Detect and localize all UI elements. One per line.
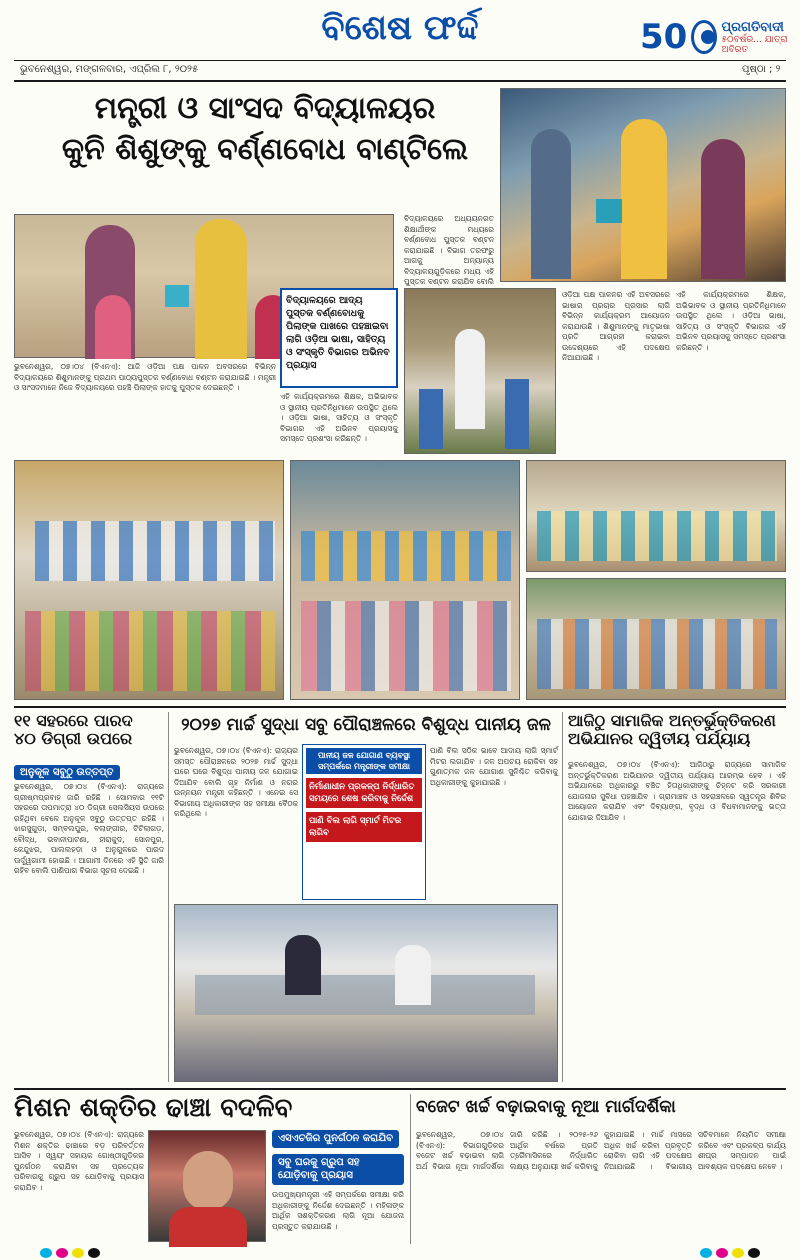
column-rule-1 (168, 712, 169, 1082)
masthead-rule (14, 60, 786, 61)
mission-headline: ମିଶନ ଶକ୍ତିର ଢାଞ୍ଚା ବଦଳିବ (14, 1093, 293, 1123)
lead-body-col2: ଓଡ଼ିଆ ପକ୍ଷ ପାଳନର ଏହି ଅବସରରେ ଭାଷାର ପ୍ରଚାର ପ୍ରସାର ଲାଗି ବିଭିନ୍ନ କାର୍ଯ୍ୟକ୍ରମ ଆୟୋଜନ କରାଯାଉଛି । ଶିଶୁମାନଙ୍କୁ ମାତୃଭାଷା ପ୍ରତି ଆଗ୍ରହୀ କରାଇବା ଉଦ୍ଦେଶ୍ୟରେ ଏହି ପଦକ୍ଷେପ ନିଆଯାଇଛି । (562, 290, 670, 362)
registration-mark-cyan (40, 1248, 52, 1258)
water-meeting-photo (174, 904, 558, 1082)
mission-kicker1-text: ଏସଏଚଜିର ପୁନର୍ଗଠନ କରାଯିବ (272, 1130, 399, 1148)
temperature-headline-line1: ୧୧ ସହରରେ ପାରଦ (14, 711, 133, 730)
mission-portrait-photo (148, 1130, 266, 1242)
photo-grid-center (290, 460, 520, 700)
dateline: ଭୁବନେଶ୍ୱର, ମଙ୍ଗଳବାର, ଏପ୍ରିଲ ୮, ୨୦୨୫ (20, 64, 199, 75)
logo-name: ପ୍ରଗତିବାଦୀ (721, 19, 784, 35)
section-rule-2 (14, 1088, 786, 1090)
temperature-headline-line2: ୪୦ ଡିଗ୍ରୀ ଉପରେ (14, 729, 133, 749)
registration-mark-magenta (56, 1248, 68, 1258)
registration-mark-yellow-right (732, 1248, 744, 1258)
newspaper-logo (640, 8, 790, 66)
lead-photo-classroom (404, 288, 556, 454)
lead-headline (40, 92, 490, 167)
water-box-point1: ନିର୍ମାଣାଧୀନ ପ୍ରକଳ୍ପ ନିର୍ଦ୍ଧାରିତ ସମୟରେ ଶେଷ କରିବାକୁ ନିର୍ଦ୍ଦେଶ (306, 778, 422, 808)
water-box (302, 744, 426, 900)
dateline-rule (14, 80, 786, 82)
logo-emblem-icon (691, 20, 717, 54)
temperature-headline (14, 712, 164, 749)
inclusion-headline-line1: ଆଜିଠୁ ସାମାଜିକ ଅନ୍ତର୍ଭୁକ୍ତିକରଣ (568, 711, 776, 730)
registration-mark-black (88, 1248, 100, 1258)
water-box-point2: ପାଣି ବିଲ ଲାଗି ସ୍ମାର୍ଟ ମିଟର ଲାଗିବ (306, 812, 422, 842)
inclusion-body: ଭୁବନେଶ୍ୱର, ୦୭।୦୪ (ବିଏନଏ): ଆଜିଠାରୁ ରାଜ୍ୟରେ ସାମାଜିକ ଅନ୍ତର୍ଭୁକ୍ତିକରଣ ଅଭିଯାନର ଦ୍ୱିତୀୟ ପର୍ଯ୍ୟାୟ ଆରମ୍ଭ ହେବ । ଏହି ଅଭିଯାନରେ ଅଧିକାରରୁ ବଞ୍ଚିତ ହିତାଧିକାରୀଙ୍କୁ ଚିହ୍ନଟ କରି ସରକାରୀ ଯୋଜନାର ସୁବିଧା ପହଞ୍ଚାଯିବ । ଗ୍ରାମାଞ୍ଚଳ ଓ ସହରାଞ୍ଚଳରେ ସ୍ୱତନ୍ତ୍ର ଶିବିର ଆୟୋଜନ କରାଯିବ ଏବଂ ଦିବ୍ୟାଙ୍ଗ, ବୃଦ୍ଧ ଓ ବିଧବାମାନଙ୍କୁ ଭତ୍ତା ଯୋଗାଇ ଦିଆଯିବ । (568, 760, 786, 822)
mission-body-col1: ଭୁବନେଶ୍ୱର, ୦୭।୦୪ (ବିଏନଏ): ରାଜ୍ୟରେ ମିଶନ ଶକ୍ତିର ଢାଞ୍ଚାରେ ବଡ଼ ପରିବର୍ତ୍ତନ ଆସିବ । ସ୍ୱୟଂ ସହାୟକ ଗୋଷ୍ଠୀଗୁଡ଼ିକର ପୁନର୍ଗଠନ କରାଯିବା ସହ ପ୍ରତ୍ୟେକ ପରିବାରକୁ ଗ୍ରୁପ ସହ ଯୋଡ଼ିବାକୁ ପ୍ରୟାସ କରାଯିବ । (14, 1130, 144, 1192)
lead-headline-line2: କୁନି ଶିଶୁଙ୍କୁ ବର୍ଣ୍ଣବୋଧ ବାଣ୍ଟିଲେ (61, 131, 469, 167)
section-title: ବିଶେଷ ଫର୍ଦ୍ଦ (321, 8, 479, 48)
mission-body-col2: ଉପମୁଖ୍ୟମନ୍ତ୍ରୀ ଏହି ସମ୍ପର୍କରେ ସମୀକ୍ଷା କରି ଅଧିକାରୀଙ୍କୁ ନିର୍ଦ୍ଦେଶ ଦେଇଛନ୍ତି । ମହିଳାଙ୍କ ଆର୍ଥିକ ସଶକ୍ତିକରଣ ଲାଗି ନୂଆ ଯୋଜନା ପ୍ରସ୍ତୁତ କରାଯାଉଛି । (272, 1190, 404, 1231)
registration-mark-cyan-right (700, 1248, 712, 1258)
mission-kicker2-text: ସବୁ ଘରକୁ ଗ୍ରୁପ ସହ ଯୋଡ଼ିବାକୁ ପ୍ରୟାସ (272, 1154, 404, 1185)
logo-number: 50 (640, 17, 688, 57)
page-number: ପୃଷ୍ଠା ; ୨ (742, 64, 781, 75)
lead-photo-main (500, 88, 786, 282)
column-rule-2 (562, 712, 563, 1082)
lead-body-col5: ଏହି କାର୍ଯ୍ୟକ୍ରମରେ ଶିକ୍ଷକ, ଅଭିଭାବକ ଓ ସ୍ଥାନୀୟ ପ୍ରତିନିଧିମାନେ ଉପସ୍ଥିତ ଥିଲେ । ଓଡ଼ିଆ ଭାଷା, ସାହିତ୍ୟ ଓ ସଂସ୍କୃତି ବିଭାଗର ଏହି ଅଭିନବ ପ୍ରୟାସକୁ ସମସ୍ତେ ପ୍ରଶଂସା କରିଛନ୍ତି । (280, 392, 398, 443)
mission-kicker2 (272, 1154, 404, 1185)
temperature-kicker-text: ଅନୁକୂଳ ସବୁଠୁ ଉତ୍ତପ୍ତ (14, 765, 120, 780)
temperature-kicker (14, 760, 120, 780)
water-body-col3: ପାଣି ବିଲ ସଠିକ ଭାବେ ଆଦାୟ ଲାଗି ସ୍ମାର୍ଟ ମିଟର ଲଗାଯିବ । ଜଳ ଅପଚୟ ରୋକିବା ସହ ଗୁଣାତ୍ମକ ଜଳ ଯୋଗାଣ ସୁନିଶ୍ଚିତ କରିବାକୁ ଅଧିକାରୀଙ୍କୁ କୁହାଯାଇଛି । (430, 746, 558, 787)
inclusion-headline (568, 712, 786, 749)
photo-grid-right-bottom (526, 578, 786, 700)
water-box-title: ପାନୀୟ ଜଳ ଯୋଗାଣ ବ୍ୟବସ୍ଥା ସମ୍ପର୍କରେ ମନ୍ତ୍ରୀଙ୍କ ସମୀକ୍ଷା (306, 748, 422, 774)
budget-body: ଭୁବନେଶ୍ୱର, ୦୭।୦୪ (ବିଏନଏ): ବିଭାଗଗୁଡ଼ିକର ବଜେଟ ଖର୍ଚ୍ଚ ବଢ଼ାଇବା ଲାଗି ଅର୍ଥ ବିଭାଗ ନୂଆ ମାର୍ଗଦର୍ଶିକା ଜାରି କରିଛି । ୨୦୨୫-୨୬ ଆର୍ଥିକ ବର୍ଷରେ ପ୍ରତି ତ୍ରୈମାସିକରେ ନିର୍ଦ୍ଧାରିତ ଲକ୍ଷ୍ୟ ଅନୁଯାୟୀ ଖର୍ଚ୍ଚ କରିବାକୁ କୁହାଯାଇଛି । ମାର୍ଚ୍ଚ ମାସରେ ଅଧିକ ଖର୍ଚ୍ଚ କରିବା ପ୍ରବୃତ୍ତି ରୋକିବା ଲାଗି ଏହି ପଦକ୍ଷେପ ନିଆଯାଇଛି । ବିଭାଗୀୟ ସଚିବମାନେ ନିୟମିତ ସମୀକ୍ଷା କରିବେ ଏବଂ ପ୍ରକଳ୍ପ କାର୍ଯ୍ୟ ଶୀଘ୍ର ସମ୍ପାଦନ ପାଇଁ ଆବଶ୍ୟକ ପଦକ୍ଷେପ ନେବେ । (416, 1130, 786, 1171)
logo-tagline: ୫୦ବର୍ଷର... ଯାତ୍ରା ଅବିରତ (721, 34, 788, 55)
lead-body-col4: ଏହି କାର୍ଯ୍ୟକ୍ରମରେ ଶିକ୍ଷକ, ଅଭିଭାବକ ଓ ସ୍ଥାନୀୟ ପ୍ରତିନିଧିମାନେ ଉପସ୍ଥିତ ଥିଲେ । ଓଡ଼ିଆ ଭାଷା, ସାହିତ୍ୟ ଓ ସଂସ୍କୃତି ବିଭାଗର ଏହି ଅଭିନବ ପ୍ରୟାସକୁ ସମସ୍ତେ ପ୍ରଶଂସା କରିଛନ୍ତି । (676, 290, 786, 352)
lead-highlight-box (280, 288, 398, 388)
photo-grid-right-top (526, 460, 786, 572)
registration-mark-yellow (72, 1248, 84, 1258)
water-headline: ୨୦୨୭ ମାର୍ଚ୍ଚ ସୁଦ୍ଧା ସବୁ ପୌରାଞ୍ଚଳରେ ବିଶୁଦ୍ଧ ପାନୀୟ ଜଳ (181, 715, 551, 735)
inclusion-headline-line2: ଅଭିଯାନର ଦ୍ୱିତୀୟ ପର୍ଯ୍ୟାୟ (568, 729, 751, 749)
section-rule-1 (14, 706, 786, 708)
temperature-body: ଭୁବନେଶ୍ୱର, ୦୭।୦୪ (ବିଏନଏ): ରାଜ୍ୟରେ ଗ୍ରୀଷ୍ମପ୍ରବାହ ଜାରି ରହିଛି । ସୋମବାର ୧୧ଟି ସହରରେ ତାପମାତ୍ରା ୪୦ ଡିଗ୍ରୀ ସେଲସିୟସ ଉପରେ ରହିଥିବା ବେଳେ ଅନୁକୂଳ ସବୁଠୁ ଉତ୍ତପ୍ତ ରହିଛି । ଝାରସୁଗୁଡ଼ା, ସମ୍ବଲପୁର, ବଲାଙ୍ଗୀର, ଟିଟିଲାଗଡ଼, ବୌଦ୍ଧ, ଭବାନୀପାଟଣା, ହୀରାକୁଦ, ସୋନପୁର, କେନ୍ଦୁଝର, ପାଲଲହଡ଼ା ଓ ଅନୁଗୁଳରେ ପାରଦ ଊର୍ଦ୍ଧ୍ୱଗାମୀ ହୋଇଛି । ଆଗାମୀ ଦିନରେ ଏହି ସ୍ଥିତି ଜାରି ରହିବ ବୋଲି ପାଣିପାଗ ବିଭାଗ ସୂଚନା ଦେଇଛି । (14, 782, 164, 875)
photo-grid-left (14, 460, 284, 700)
mission-kickers (272, 1130, 404, 1185)
lead-highlight-text: ବିଦ୍ୟାଳୟରେ ଆଦ୍ୟ ପୁସ୍ତକ ବର୍ଣ୍ଣବୋଧକୁ ପିଲାଙ୍କ ପାଖରେ ପହଞ୍ଚାଇବା ଲାଗି ଓଡ଼ିଆ ଭାଷା, ସାହିତ୍ୟ ଓ ସଂସ୍କୃତି ବିଭାଗର ଅଭିନବ ପ୍ରୟାସ (286, 295, 390, 371)
lead-body-col1: ବିଦ୍ୟାଳୟରେ ଅଧ୍ୟୟନରତ ଶିକ୍ଷାର୍ଥୀଙ୍କ ମଧ୍ୟରେ ବର୍ଣ୍ଣବୋଧ ପୁସ୍ତକ ବଣ୍ଟନ କରାଯାଇଛି । ବିଭାଗ ତରଫରୁ ଆଗକୁ ଅନ୍ୟାନ୍ୟ ବିଦ୍ୟାଳୟଗୁଡ଼ିକରେ ମଧ୍ୟ ଏହି ପୁସ୍ତକ ବଣ୍ଟନ କରାଯିବ ବୋଲି (404, 214, 494, 286)
registration-mark-magenta-right (716, 1248, 728, 1258)
mission-kicker1 (272, 1130, 404, 1148)
registration-mark-black-right (748, 1248, 760, 1258)
column-rule-3 (410, 1094, 411, 1244)
water-body-col1: ଭୁବନେଶ୍ୱର, ୦୭।୦୪ (ବିଏନଏ): ରାଜ୍ୟର ସମସ୍ତ ପୌରାଞ୍ଚଳରେ ୨୦୨୭ ମାର୍ଚ୍ଚ ସୁଦ୍ଧା ଘରେ ଘରେ ବିଶୁଦ୍ଧ ପାନୀୟ ଜଳ ଯୋଗାଇ ଦିଆଯିବ ବୋଲି ଗୃହ ନିର୍ମାଣ ଓ ନଗର ଉନ୍ନୟନ ମନ୍ତ୍ରୀ କହିଛନ୍ତି । ଏନେଇ ସେ ବିଭାଗୀୟ ଅଧିକାରୀଙ୍କ ସହ ସମୀକ୍ଷା ବୈଠକ କରିଥିଲେ । (174, 746, 298, 818)
lead-headline-line1: ମନ୍ତ୍ରୀ ଓ ସାଂସଦ ବିଦ୍ୟାଳୟର (94, 91, 436, 126)
lead-body-col3: ଭୁବନେଶ୍ୱର, ୦୭।୦୪ (ବିଏନଏ): ଆଜି ଓଡ଼ିଆ ପକ୍ଷ ପାଳନ ଅବସରରେ ବିଭିନ୍ନ ବିଦ୍ୟାଳୟରେ ଶିଶୁମାନଙ୍କୁ ପ୍ରଥମ ପାଠ୍ୟପୁସ୍ତକ ବର୍ଣ୍ଣବୋଧ ବଣ୍ଟନ କରାଯାଇଛି । ମନ୍ତ୍ରୀ ଓ ସାଂସଦମାନେ ନିଜେ ବିଦ୍ୟାଳୟରେ ପହଞ୍ଚି ପିଲାଙ୍କ ହାତକୁ ପୁସ୍ତକ ଦେଇଛନ୍ତି । (14, 362, 276, 392)
budget-headline: ବଜେଟ ଖର୍ଚ୍ଚ ବଢ଼ାଇବାକୁ ନୂଆ ମାର୍ଗଦର୍ଶିକା (416, 1097, 676, 1117)
